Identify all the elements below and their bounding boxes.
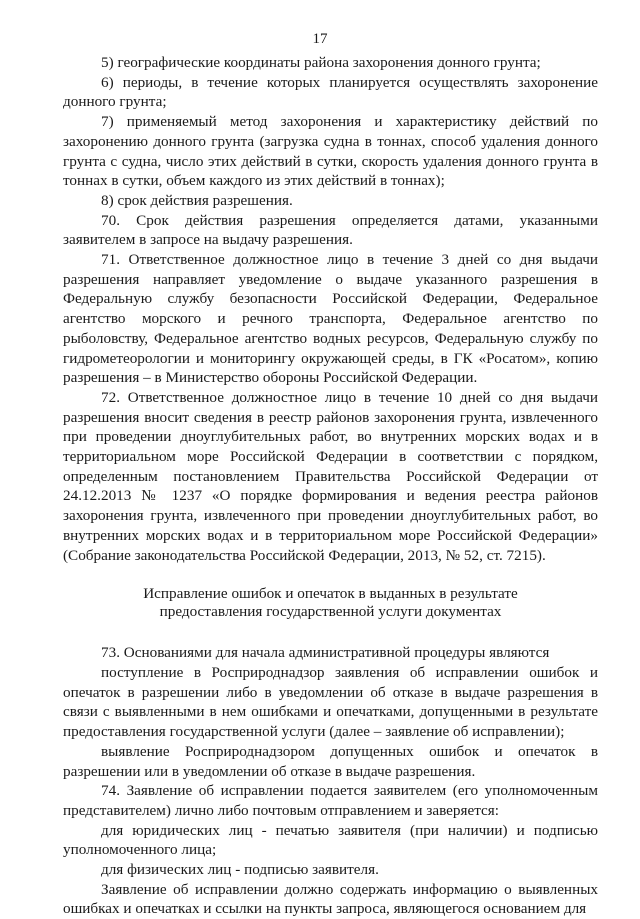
application-content-paragraph: Заявление об исправлении должно содержать информацию о выявленных ошибках и опечатках и ссылки на пункты запроса, являющегося основанием для [63, 880, 598, 918]
section-heading [63, 585, 598, 621]
clause-74-individuals: для физических лиц - подписью заявителя. [101, 861, 379, 879]
document-body [63, 53, 598, 919]
list-item-6-periods: 6) периоды, в течение которых планируется осуществлять захоронение донного грунта; [63, 73, 598, 111]
list-item-7-method: 7) применяемый метод захоронения и характеристику действий по захоронению донного грунта (загрузка судна в тоннах, способ удаления донного грунта с судна, число этих действий в сутки, скорость удаления донного грунта в тоннах в сутки, объем каждого из этих действий в тоннах); [63, 113, 598, 190]
clause-73-ground-detection: выявление Росприроднадзором допущенных ошибок и опечаток в разрешении или в уведомлении об отказе в выдаче разрешения. [63, 742, 598, 780]
list-item-5-coordinates: 5) географические координаты района захоронения донного грунта; [101, 54, 541, 71]
page-number: 17 [312, 31, 328, 47]
clause-73: 73. Основаниями для начала административной процедуры являются [101, 644, 550, 662]
clause-74-legal-entities: для юридических лиц - печатью заявителя (при наличии) и подписью уполномоченного лица; [63, 821, 598, 859]
clause-72: 72. Ответственное должностное лицо в течение 10 дней со дня выдачи разрешения вносит сведения в реестр районов захоронения грунта, извлеченного при проведении дноуглубительных работ, во внутренних морских водах и в территориальном море Российской Федерации в соответствии с порядком, определенным постановлением Правительства Российской Федерации от 24.12.2013 № 1237 «О порядке формирования и ведения реестра районов захоронения грунта, извлеченного при проведении дноуглубительных работ, во внутренних морских водах и в территориальном море Российской Федерации» (Собрание законодательства Российской Федерации, 2013, № 52, ст. 7215). [63, 388, 598, 564]
clause-70: 70. Срок действия разрешения определяется датами, указанными заявителем в запросе на выдачу разрешения. [63, 211, 598, 249]
clause-73-ground-application: поступление в Росприроднадзор заявления об исправлении ошибок и опечаток в разрешении либо в уведомлении об отказе в выдаче разрешения в связи с выявленными в нем ошибками и опечатками, допущенными в результате предоставления государственной услуги (далее – заявление об исправлении); [63, 663, 598, 741]
clause-71: 71. Ответственное должностное лицо в течение 3 дней со дня выдачи разрешения направляет уведомление о выдаче указанного разрешения в Федеральную службу безопасности Российской Федерации, Федеральное агентство морского и речного транспорта, Федеральное агентство по рыболовству, Федеральное агентство водных ресурсов, Федеральную службу по гидрометеорологии и мониторингу окружающей среды, в ГК «Росатом», копию разрешения – в Министерство обороны Российской Федерации. [63, 251, 598, 387]
clause-74: 74. Заявление об исправлении подается заявителем (его уполномоченным представителем) лично либо почтовым отправлением и заверяется: [63, 782, 598, 819]
section-heading-line-1: Исправление ошибок и опечаток в выданных в результате [143, 585, 518, 603]
section-heading-line-2: предоставления государственной услуги документах [159, 603, 502, 621]
list-item-8-validity: 8) срок действия разрешения. [101, 191, 293, 209]
